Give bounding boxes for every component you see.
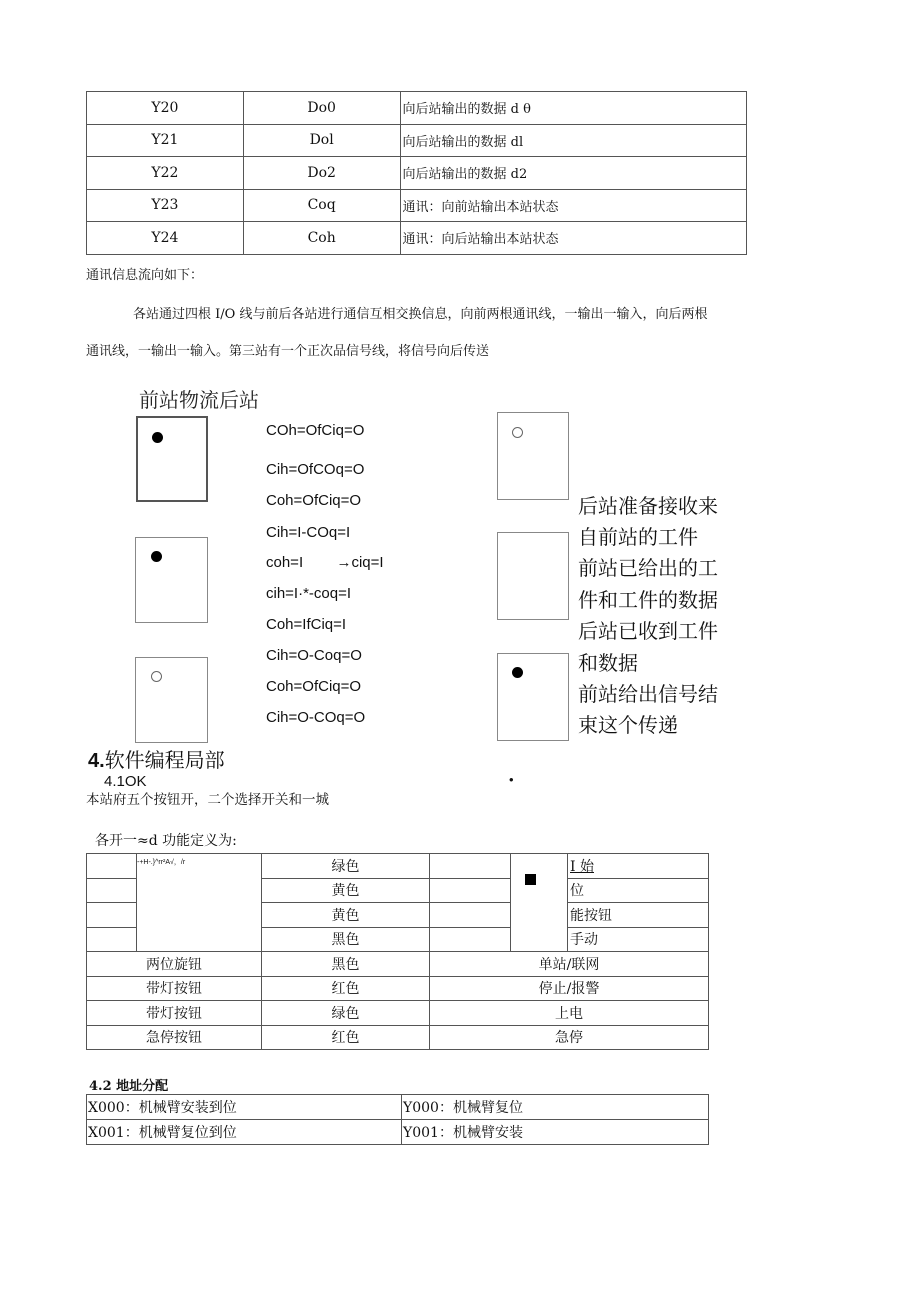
comm-paragraph-line2: 通讯线，一输出一输入。第三站有一个正次品信号线，将信号向后传送 [86, 344, 490, 359]
table-row [87, 1095, 709, 1120]
flow-note: 件和工件的数据 [578, 588, 718, 612]
io-description: 向后站输出的数据 d θ [400, 92, 746, 125]
flow-note: 前站给出信号结 [578, 682, 718, 706]
io-address: Y23 [87, 189, 244, 222]
io-signal: Coq [243, 189, 400, 222]
io-address: Y20 [87, 92, 244, 125]
io-signal: Dol [243, 124, 400, 157]
color-cell: 绿色 [262, 1001, 430, 1026]
function-cell: 上电 [430, 1001, 709, 1026]
color-cell: 黄色 [262, 878, 430, 903]
type-cell: 带灯按钮 [87, 1001, 262, 1026]
flow-diagram-title: 前站物流后站 [139, 388, 259, 412]
equation: COh=OfCiq=O [266, 422, 365, 439]
subsection-heading: 4.2 地址分配 [89, 1079, 169, 1094]
color-cell: 绿色 [262, 854, 430, 879]
flow-note: 后站已收到工件 [578, 619, 718, 643]
front-station-box-2 [135, 537, 208, 623]
flow-note: 后站准备接收来 [578, 494, 718, 518]
hollow-dot-icon [512, 427, 523, 438]
function-cell: 能按钮 [568, 903, 709, 928]
output-address: Y000：机械臂复位 [402, 1095, 709, 1120]
table-row [87, 189, 747, 222]
bullet-icon: • [509, 772, 514, 787]
table-row [87, 854, 709, 879]
function-cell: I 始 [568, 854, 709, 879]
function-cell: 手动 [568, 927, 709, 952]
io-description: 向后站输出的数据 dl [400, 124, 746, 157]
input-address: X001：机械臂复位到位 [87, 1120, 402, 1145]
section-heading [88, 744, 225, 773]
table-cell [430, 927, 511, 952]
flow-note: 和数据 [578, 651, 638, 675]
rear-station-box-3 [497, 653, 569, 741]
garbled-cell [137, 854, 262, 952]
io-signal-table [86, 91, 747, 255]
table-row [87, 976, 709, 1001]
comm-heading: 通讯信息流向如下： [86, 268, 204, 283]
type-cell: 急停按钮 [87, 1025, 262, 1050]
equation: Cih=O-Coq=O [266, 647, 362, 664]
table-row [87, 952, 709, 977]
output-address: Y001：机械臂安装 [402, 1120, 709, 1145]
equation: Cih=O-COq=O [266, 709, 366, 726]
io-description: 通讯：向前站输出本站状态 [400, 189, 746, 222]
table-row [87, 1001, 709, 1026]
front-station-box-3 [135, 657, 208, 743]
function-cell: 位 [568, 878, 709, 903]
garbled-text: -+H-.}^rr²A√，/r [137, 859, 186, 866]
front-station-box-1 [136, 416, 208, 502]
io-signal: Do2 [243, 157, 400, 190]
table-row [87, 92, 747, 125]
io-description: 向后站输出的数据 d2 [400, 157, 746, 190]
equation: Cih=OfCOq=O [266, 461, 365, 478]
filled-dot-icon [512, 667, 523, 678]
section-number: 4. [88, 750, 105, 772]
table-row [87, 1120, 709, 1145]
section-title: 软件编程局部 [104, 748, 225, 772]
equation: cih=I·*-coq=I [266, 585, 352, 602]
color-cell: 黄色 [262, 903, 430, 928]
hollow-dot-icon [151, 671, 162, 682]
flow-note: 束这个传递 [578, 713, 678, 737]
filled-dot-icon [152, 432, 163, 443]
table-cell [87, 854, 137, 879]
table-cell [87, 927, 137, 952]
comm-paragraph-line1: 各站通过四根 I/O 线与前后各站进行通信互相交换信息，向前两根通讯线，一输出一输入，向后两根 [133, 307, 708, 322]
filled-dot-icon [151, 551, 162, 562]
color-cell: 黑色 [262, 927, 430, 952]
color-cell: 红色 [262, 1025, 430, 1050]
io-signal: Coh [243, 222, 400, 255]
equation: Coh=IfCiq=I [266, 616, 347, 633]
type-cell: 两位旋钮 [87, 952, 262, 977]
table-row [87, 124, 747, 157]
color-cell: 黑色 [262, 952, 430, 977]
equation: Coh=OfCiq=O [266, 678, 362, 695]
io-description: 通讯：向后站输出本站状态 [400, 222, 746, 255]
io-address: Y22 [87, 157, 244, 190]
body-line: 本站府五个按钮开，二个选择开关和一城 [86, 792, 329, 808]
flow-note: 自前站的工件 [578, 525, 698, 549]
color-cell: 红色 [262, 976, 430, 1001]
body-line: 各开一≈d 功能定义为: [95, 833, 237, 849]
address-table [86, 1094, 709, 1145]
input-address: X000：机械臂安装到位 [87, 1095, 402, 1120]
black-square-icon [525, 874, 536, 885]
io-address: Y24 [87, 222, 244, 255]
table-cell [430, 854, 511, 879]
equation: Cih=I-COq=I [266, 524, 351, 541]
subsection-heading: 4.1OK [104, 773, 147, 790]
function-cell: 急停 [430, 1025, 709, 1050]
table-row [87, 222, 747, 255]
io-address: Y21 [87, 124, 244, 157]
io-signal: Do0 [243, 92, 400, 125]
table-cell [430, 903, 511, 928]
equation: coh=I →ciq=I [266, 554, 384, 571]
rear-station-box-2 [497, 532, 569, 620]
table-row [87, 157, 747, 190]
flow-note: 前站已给出的工 [578, 556, 718, 580]
function-cell: 单站/联网 [430, 952, 709, 977]
indicator-cell [511, 854, 568, 952]
table-cell [87, 903, 137, 928]
table-row [87, 1025, 709, 1050]
button-function-table [86, 853, 709, 1050]
rear-station-box-1 [497, 412, 569, 500]
table-cell [87, 878, 137, 903]
table-cell [430, 878, 511, 903]
equation: Coh=OfCiq=O [266, 492, 362, 509]
type-cell: 带灯按钮 [87, 976, 262, 1001]
function-cell: 停止/报警 [430, 976, 709, 1001]
